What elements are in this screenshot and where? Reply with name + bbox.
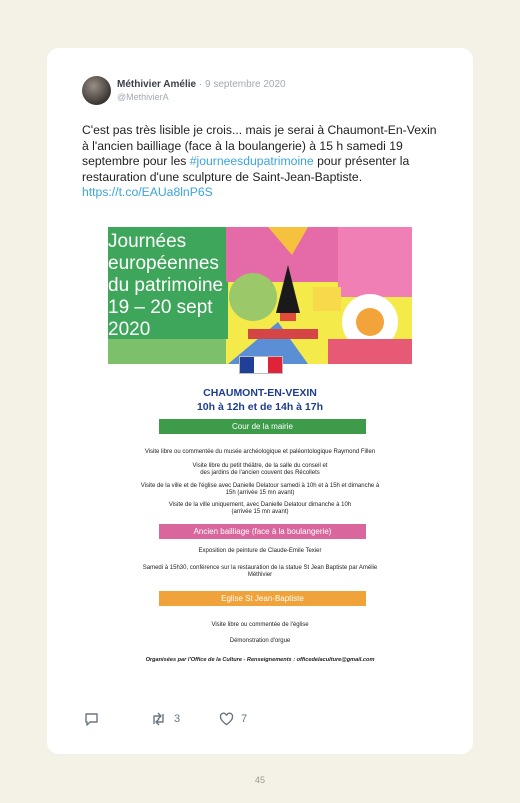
section-bar-eglise: Eglise St Jean-Baptiste (159, 591, 366, 606)
author-handle[interactable]: @MethivierA (117, 92, 169, 102)
tweet-card (47, 48, 473, 754)
like-count: 7 (241, 713, 248, 725)
tweet-text-part2: pour présenter la restauration d'une sculpture de Saint-Jean-Baptiste. (82, 154, 410, 184)
retweet-count: 3 (174, 713, 181, 725)
tweet-text-part1: C'est pas très lisible je crois... mais je serai à Chaumont-En-Vexin à l'ancien bailliage (face à la boulangerie) à 15 h samedi 19 septembre pour les (82, 123, 437, 168)
like-button[interactable] (219, 712, 247, 726)
section-bar-mairie: Cour de la mairie (159, 419, 366, 434)
retweet-button[interactable] (150, 712, 180, 726)
poster-hours: 10h à 12h et de 14h à 17h (196, 401, 324, 413)
hashtag-link[interactable]: #journeesdupatrimoine (189, 154, 314, 168)
tweet-header (117, 79, 286, 90)
poster-title-line: 2020 (108, 319, 151, 340)
poster-footer: Organisées par l'Office de la Culture - Renseignements : officedelaculture@gmail.com (145, 657, 375, 663)
poster-line: Visite libre ou commentée de l'église (211, 622, 309, 628)
page-number: 45 (254, 775, 265, 785)
poster-line: Démonstration d'orgue (229, 638, 291, 644)
poster-town: CHAUMONT-EN-VEXIN (203, 387, 317, 399)
tweet-text (82, 123, 442, 201)
tweet-date[interactable]: 9 septembre 2020 (205, 79, 286, 90)
header-separator: · (196, 79, 205, 90)
poster-line: Samedi à 15h30, conférence sur la restauration de la statue St Jean Baptiste par Amélie (142, 565, 378, 571)
tweet-url-link[interactable]: https://t.co/EAUa8lnP6S (82, 185, 213, 199)
tweet-actions (47, 712, 473, 728)
author-name[interactable]: Méthivier Amélie (117, 79, 197, 90)
poster-line: des jardins de l'ancien couvent des Récollets (200, 470, 320, 476)
poster-title-line: européennes (108, 253, 219, 274)
poster-line: Visite libre du petit théâtre, de la salle du conseil et (192, 463, 328, 469)
retweet-icon (150, 712, 167, 726)
republic-logo (239, 356, 283, 374)
poster-title-line: Journées (108, 231, 187, 252)
poster-line: Visite de la ville uniquement, avec Danielle Delatour dimanche à 10h (168, 502, 352, 508)
reply-button[interactable] (84, 712, 99, 726)
poster-line: Méthivier (247, 572, 273, 578)
poster-line: Exposition de peinture de Claude-Emile Texier (198, 548, 322, 554)
reply-icon (84, 712, 99, 726)
tweet-image-poster[interactable] (108, 227, 412, 669)
heart-icon (219, 712, 234, 726)
poster-line: Visite de la ville et de l'église avec Danielle Delatour samedi à 10h et à 15h et dimanche à (140, 483, 380, 489)
poster-line: 15h (arrivée 15 mn avant) (225, 490, 295, 496)
section-bar-bailliage: Ancien bailliage (face à la boulangerie) (159, 524, 366, 539)
avatar[interactable] (82, 76, 111, 105)
poster-line: Visite libre ou commentée du musée archéologique et paléontologique Raymond Fillen (144, 449, 376, 455)
poster-title-line: 19 – 20 sept (108, 297, 213, 318)
poster-line: (arrivée 15 mn avant) (231, 509, 289, 515)
poster-title (108, 231, 223, 341)
poster-title-line: du patrimoine (108, 275, 224, 296)
